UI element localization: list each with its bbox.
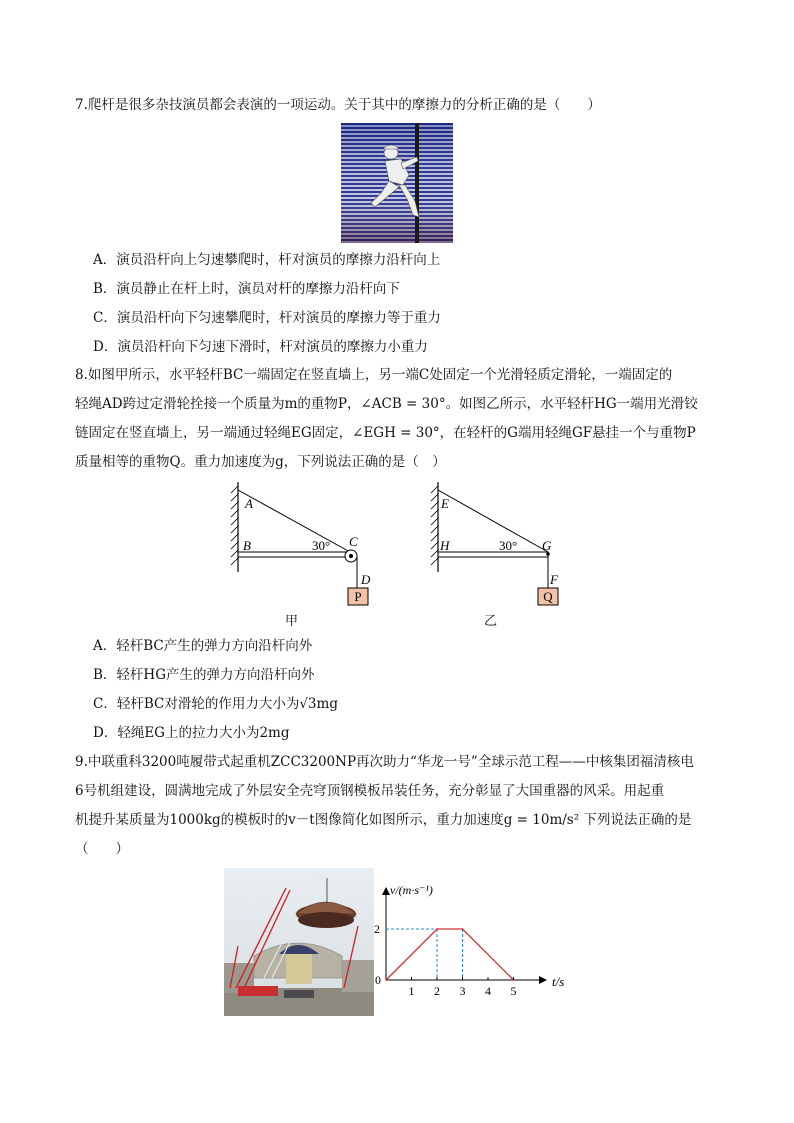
wall-hatching-jia — [231, 486, 238, 565]
pole-climber-photo — [341, 123, 453, 243]
q8-option-a: A．轻杆BC产生的弹力方向沿杆向外 — [93, 638, 313, 654]
figure-jia-caption: 甲 — [285, 614, 299, 629]
point-c-label: C — [349, 534, 358, 549]
point-d-label: D — [361, 572, 371, 587]
block-p-label: P — [354, 589, 362, 604]
velocity-point-3 — [462, 928, 464, 930]
x-tick-label-2: 2 — [434, 984, 440, 998]
q9-stem-line-4: （ ） — [75, 841, 129, 857]
q8-stem-line-3: 链固定在竖直墙上，另一端通过轻绳EG固定，∠EGH = 30°，在轻杆的G端用轻绳GF悬挂一个与重物P — [75, 425, 696, 441]
q9-stem-line-3: 机提升某质量为1000kg的模板时的v－t图像简化如图所示，重力加速度g = 10m/s² 下列说法正确的是 — [75, 812, 692, 828]
q7-option-c: C．演员沿杆向下匀速攀爬时，杆对演员的摩擦力等于重力 — [93, 310, 441, 326]
angle-acb-label: 30° — [312, 538, 331, 553]
figure-yi-caption: 乙 — [484, 614, 498, 629]
y-tick-label-2: 2 — [374, 922, 380, 936]
figure-yi — [428, 480, 578, 630]
angle-egh-label: 30° — [499, 538, 518, 553]
x-tick-label-3: 3 — [459, 984, 466, 998]
point-f-label: F — [550, 572, 558, 587]
q8-stem-line-4: 质量相等的重物Q。重力加速度为g，下列说法正确的是（ ） — [75, 454, 446, 470]
q8-stem-line-1: 8.如图甲所示，水平轻杆BC一端固定在竖直墙上，另一端C处固定一个光滑轻质定滑轮，一端固定的 — [75, 367, 673, 383]
velocity-point-1 — [385, 979, 387, 981]
point-h-label: H — [440, 538, 450, 553]
q8-option-b: B．轻杆HG产生的弹力方向沿杆向外 — [93, 667, 315, 683]
q7-option-b: B．演员静止在杆上时，演员对杆的摩擦力沿杆向下 — [93, 281, 400, 297]
point-b-label: B — [243, 538, 251, 553]
figure-jia — [228, 480, 378, 630]
velocity-series-line — [386, 929, 514, 980]
y-axis-label: v/(m·s⁻¹) — [390, 883, 433, 897]
q9-stem-line-1: 9.中联重科3200吨履带式起重机ZCC3200NP再次助力“华龙一号”全球示范工程——中核集团福清核电 — [75, 754, 694, 770]
q8-option-c: C．轻杆BC对滑轮的作用力大小为√3mg — [93, 696, 338, 712]
crane-photo — [224, 868, 374, 1016]
block-q-label: Q — [543, 589, 553, 604]
q7-option-a: A．演员沿杆向上匀速攀爬时，杆对演员的摩擦力沿杆向上 — [93, 252, 441, 268]
point-g-label: G — [542, 538, 552, 553]
x-tick-label-5: 5 — [510, 984, 517, 998]
velocity-time-chart — [368, 880, 582, 1000]
x-axis-label: t/s — [552, 974, 565, 989]
velocity-point-2 — [436, 928, 438, 930]
origin-label: 0 — [375, 973, 381, 987]
x-tick-label-1: 1 — [408, 984, 415, 998]
q7-option-d: D．演员沿杆向下匀速下滑时，杆对演员的摩擦力小重力 — [93, 339, 428, 355]
point-a-label: A — [245, 496, 253, 511]
point-e-label: E — [441, 496, 449, 511]
q8-stem-line-2: 轻绳AD跨过定滑轮拴接一个质量为m的重物P，∠ACB = 30°。如图乙所示，水平轻杆HG一端用光滑铰 — [75, 396, 698, 412]
wall-hatching-yi — [431, 486, 438, 565]
q7-stem: 7.爬杆是很多杂技演员都会表演的一项运动。关于其中的摩擦力的分析正确的是（ ） — [75, 97, 601, 113]
q9-stem-line-2: 6号机组建设，圆满地完成了外层安全壳穹顶钢模板吊装任务，充分彰显了大国重器的风采。用起重 — [75, 783, 665, 799]
x-tick-label-4: 4 — [485, 984, 491, 998]
q8-option-d: D．轻绳EG上的拉力大小为2mg — [93, 725, 290, 741]
